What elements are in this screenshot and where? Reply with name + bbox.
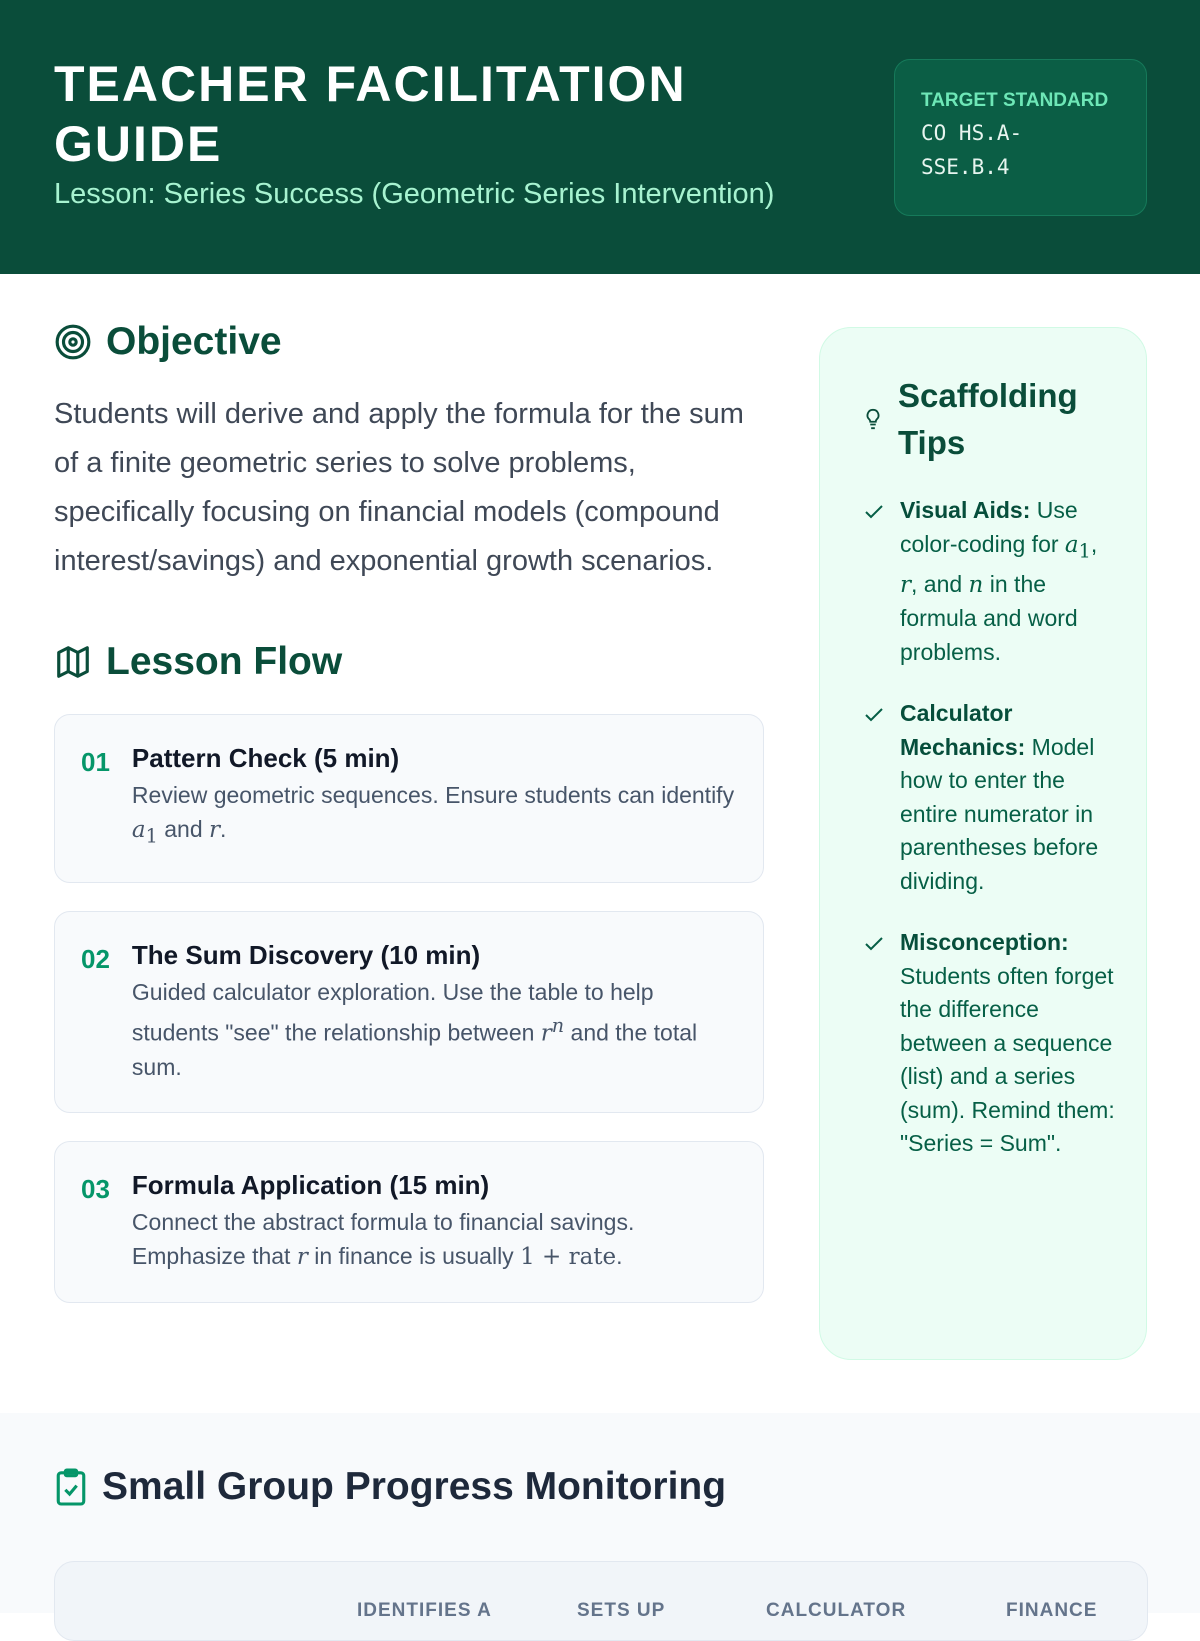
column-header: IDENTIFIES A — [357, 1600, 492, 1621]
math: r — [209, 817, 220, 843]
progress-table — [54, 1561, 1148, 1641]
text: , — [1090, 530, 1098, 557]
column-header: SETS UP — [577, 1600, 666, 1621]
tip-label: Visual Aids: — [900, 497, 1031, 523]
progress-monitoring-section — [0, 1413, 1200, 1621]
step-title: Pattern Check (5 min) — [131, 743, 400, 773]
progress-title: Small Group Progress Monitoring — [102, 1465, 727, 1508]
lightbulb-icon — [862, 406, 884, 432]
text: and — [157, 816, 209, 842]
standard-label: TARGET STANDARD — [921, 90, 1109, 111]
map-icon — [54, 643, 92, 681]
tip-item — [862, 697, 1116, 898]
math: 1 + rate — [520, 1244, 617, 1271]
column-header: CALCULATOR — [766, 1600, 907, 1621]
objective-heading — [54, 320, 766, 364]
lesson-flow-title: Lesson Flow — [106, 640, 343, 683]
page-header — [0, 0, 1200, 274]
text: . — [616, 1243, 623, 1270]
text: , and — [911, 570, 969, 597]
lesson-step — [54, 1141, 764, 1303]
check-icon — [862, 703, 886, 727]
text: in finance is usually — [307, 1243, 521, 1270]
step-description — [132, 1205, 737, 1274]
lesson-step — [54, 911, 764, 1114]
math: 1 — [145, 824, 158, 848]
check-icon — [862, 932, 886, 956]
scaffolding-tips-panel — [819, 327, 1147, 1360]
text: . — [220, 816, 227, 842]
step-number: 02 — [81, 943, 110, 974]
math: a — [1064, 531, 1079, 558]
step-number: 03 — [81, 1174, 110, 1205]
text: Connect the abstract formula to financial savings. Emphasize that — [131, 1209, 635, 1270]
lesson-step — [54, 714, 764, 883]
target-icon — [54, 323, 92, 361]
step-number: 01 — [81, 747, 110, 777]
tip-label: Misconception: — [900, 929, 1069, 956]
objective-text: Students will derive and apply the formula for the sum of a finite geometric series to solve problems, specifically focusing on financial models (compound interest/savings) and exponential growth scenarios. — [54, 398, 744, 577]
math: n — [968, 571, 984, 598]
step-description — [132, 778, 737, 854]
page-title: TEACHER FACILITATION GUIDE — [54, 56, 687, 172]
text: Model how to enter the entire numerator in parentheses before dividing. — [900, 733, 1099, 894]
text: Use color-coding for — [900, 497, 1078, 557]
text: in the formula and word problems. — [900, 570, 1078, 665]
tip-item — [862, 926, 1116, 1161]
progress-heading — [54, 1465, 726, 1509]
math: 1 — [1078, 539, 1091, 563]
clipboard-check-icon — [54, 1467, 88, 1507]
objective-title: Objective — [106, 320, 282, 363]
text: Students often forget the difference between a sequence (list) and a series (sum). Remind them: "Series = Sum". — [900, 962, 1115, 1157]
standard-value: CO HS.A-SSE.B.4 — [921, 121, 1023, 179]
text: Review geometric sequences. Ensure students can identify — [131, 782, 735, 808]
check-icon — [862, 500, 886, 524]
text: and the total sum. — [131, 1019, 698, 1081]
math: a — [131, 817, 146, 843]
math: n — [551, 1013, 565, 1037]
column-header: FINANCE — [1006, 1600, 1098, 1621]
scaffolding-heading — [862, 372, 1116, 466]
lesson-flow-heading — [54, 640, 766, 684]
main-column — [54, 320, 766, 1331]
text: Guided calculator exploration. Use the table to help students "see" the relationship between — [131, 978, 654, 1046]
step-title: Formula Application (15 min) — [131, 1170, 490, 1201]
standard-badge — [894, 59, 1147, 216]
step-title: The Sum Discovery (10 min) — [131, 939, 481, 970]
tip-label: Calculator Mechanics: — [900, 700, 1026, 760]
tip-item — [862, 494, 1116, 669]
math: r — [540, 1020, 552, 1047]
step-description — [132, 975, 737, 1085]
lesson-subtitle: Lesson: Series Success (Geometric Series Intervention) — [54, 178, 775, 210]
math: r — [296, 1244, 308, 1271]
math: r — [900, 571, 911, 598]
scaffolding-title: Scaffolding Tips — [898, 377, 1078, 461]
